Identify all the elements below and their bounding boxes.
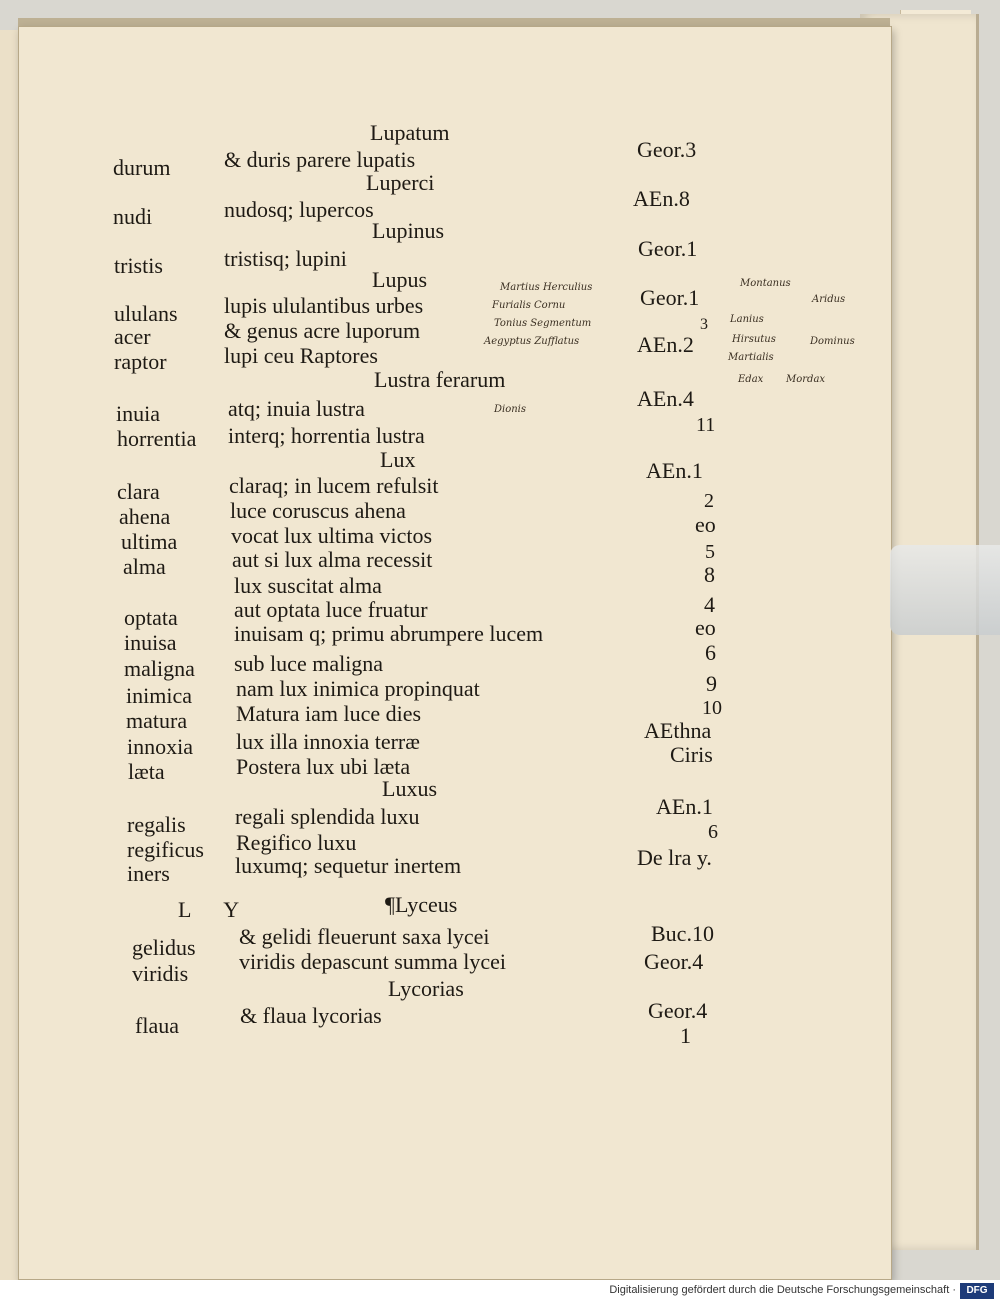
entry-quote: lupi ceu Raptores xyxy=(224,343,378,368)
marginal-note: Mordax xyxy=(786,374,826,385)
entry-word: inimica xyxy=(126,683,192,708)
entry-quote: luce coruscus ahena xyxy=(230,498,406,523)
marginal-note: Lanius xyxy=(730,314,764,325)
entry-quote: & flaua lycorias xyxy=(240,1003,382,1028)
entry-quote: lux suscitat alma xyxy=(234,573,382,598)
marginal-note: Aegyptus Zufflatus xyxy=(484,336,580,347)
entry-ref: AEthna xyxy=(644,718,712,743)
entry-ref: AEn.8 xyxy=(633,186,690,211)
entry-quote: claraq; in lucem refulsit xyxy=(229,473,439,498)
entry-quote: luxumq; sequetur inertem xyxy=(235,853,462,878)
entry-word: regalis xyxy=(127,812,186,837)
entry-word: alma xyxy=(123,554,166,579)
marginal-note: Furialis Cornu xyxy=(492,300,566,311)
headword-lyceus: ¶Lyceus xyxy=(385,892,458,917)
entry-ref: 10 xyxy=(702,697,722,719)
footer-credit: Digitalisierung gefördert durch die Deutsche Forschungsgemeinschaft · xyxy=(609,1284,956,1296)
entry-word: tristis xyxy=(114,253,163,278)
entry-quote: inuisam q; primu abrumpere lucem xyxy=(234,621,544,646)
entry-ref: 8 xyxy=(704,562,715,587)
marginal-note: Dominus xyxy=(810,336,855,347)
entry-quote: nudosq; lupercos xyxy=(224,197,374,222)
entry-word: acer xyxy=(114,324,151,349)
entry-quote: nam lux inimica propinquat xyxy=(236,676,480,701)
headword-lupatum: Lupatum xyxy=(370,120,450,145)
marginal-note: Edax xyxy=(738,374,764,385)
entry-word: ululans xyxy=(114,301,178,326)
entry-ref-extra: 1 xyxy=(680,1023,691,1048)
entry-word: inuia xyxy=(116,401,160,426)
entry-quote: sub luce maligna xyxy=(234,651,384,676)
entry-quote: regali splendida luxu xyxy=(235,804,420,829)
entry-word: regificus xyxy=(127,837,204,862)
entry-ref: eo xyxy=(695,512,716,537)
entry-quote: & gelidi fleuerunt saxa lycei xyxy=(239,924,490,949)
entry-word: inuisa xyxy=(124,630,177,655)
entry-ref: Geor.4 xyxy=(648,998,708,1023)
entry-ref: 4 xyxy=(704,592,715,617)
entry-quote: Regifico luxu xyxy=(236,830,357,855)
entry-ref: Geor.3 xyxy=(637,137,697,162)
entry-ref: 3 xyxy=(700,316,708,333)
headword-lycorias: Lycorias xyxy=(388,976,464,1001)
entry-ref: AEn.1 xyxy=(656,794,713,819)
entry-word: læta xyxy=(128,759,165,784)
headword-lupinus: Lupinus xyxy=(372,218,445,243)
entry-word: raptor xyxy=(114,349,167,374)
marginal-note: Martialis xyxy=(728,352,774,363)
entry-ref: AEn.2 xyxy=(637,332,694,357)
marginal-note: Dionis xyxy=(494,404,527,415)
headword-lustra: Lustra ferarum xyxy=(374,367,506,392)
entry-ref: 6 xyxy=(705,640,716,665)
entry-word: nudi xyxy=(113,204,153,229)
entry-ref: eo xyxy=(695,615,716,640)
entry-quote: aut optata luce fruatur xyxy=(234,597,428,622)
entry-word: viridis xyxy=(132,961,189,986)
marginal-note: Hirsutus xyxy=(732,334,776,345)
entry-word: innoxia xyxy=(127,734,193,759)
entry-quote: viridis depascunt summa lycei xyxy=(239,949,506,974)
headword-luperci: Luperci xyxy=(366,170,435,195)
entry-quote: Postera lux ubi læta xyxy=(236,754,411,779)
entry-quote: lux illa innoxia terræ xyxy=(236,729,420,754)
entry-word: horrentia xyxy=(117,426,197,451)
entry-word: flaua xyxy=(135,1013,179,1038)
entry-ref: 2 xyxy=(704,490,714,512)
headword-luxus: Luxus xyxy=(382,776,437,801)
marginal-note: Montanus xyxy=(740,278,791,289)
entry-word: durum xyxy=(113,155,171,180)
entry-ref: Geor.4 xyxy=(644,949,704,974)
entry-word: matura xyxy=(126,708,188,733)
entry-quote: lupis ululantibus urbes xyxy=(224,293,424,318)
entry-ref: Geor.1 xyxy=(638,236,698,261)
headword-lux: Lux xyxy=(380,447,416,472)
entry-ref: AEn.1 xyxy=(646,458,703,483)
footer-bar xyxy=(0,1280,1000,1303)
entry-ref: 9 xyxy=(706,671,717,696)
entry-ref: 6 xyxy=(708,821,718,843)
entry-quote: atq; inuia lustra xyxy=(228,396,365,421)
entry-word: ultima xyxy=(121,529,178,554)
glass-clip xyxy=(890,545,1000,635)
headword-lupus: Lupus xyxy=(372,267,427,292)
entry-quote: tristisq; lupini xyxy=(224,246,347,271)
entry-ref: De lra y. xyxy=(637,845,712,870)
entry-ref: Geor.1 xyxy=(640,285,700,310)
entry-word: gelidus xyxy=(132,935,196,960)
entry-quote: & genus acre luporum xyxy=(224,318,421,343)
entry-ref: Buc.10 xyxy=(651,921,714,946)
section-letters: L Y xyxy=(178,897,254,922)
entry-ref: 5 xyxy=(705,541,715,563)
entry-quote: vocat lux ultima victos xyxy=(231,523,433,548)
marginal-note: Tonius Segmentum xyxy=(494,318,592,329)
entry-word: ahena xyxy=(119,504,171,529)
entry-word: iners xyxy=(127,861,170,886)
entry-word: optata xyxy=(124,605,178,630)
entry-quote: & duris parere lupatis xyxy=(224,147,416,172)
dfg-logo: DFG xyxy=(960,1283,994,1299)
entry-word: clara xyxy=(117,479,160,504)
entry-quote: Matura iam luce dies xyxy=(236,701,422,726)
marginal-note: Aridus xyxy=(812,294,846,305)
entry-ref: Ciris xyxy=(670,742,713,767)
entry-ref: 11 xyxy=(696,414,716,436)
entry-quote: aut si lux alma recessit xyxy=(232,547,433,572)
entry-word: maligna xyxy=(124,656,195,681)
marginal-note: Martius Herculius xyxy=(500,282,593,293)
entry-quote: interq; horrentia lustra xyxy=(228,423,425,448)
entry-ref: AEn.4 xyxy=(637,386,694,411)
